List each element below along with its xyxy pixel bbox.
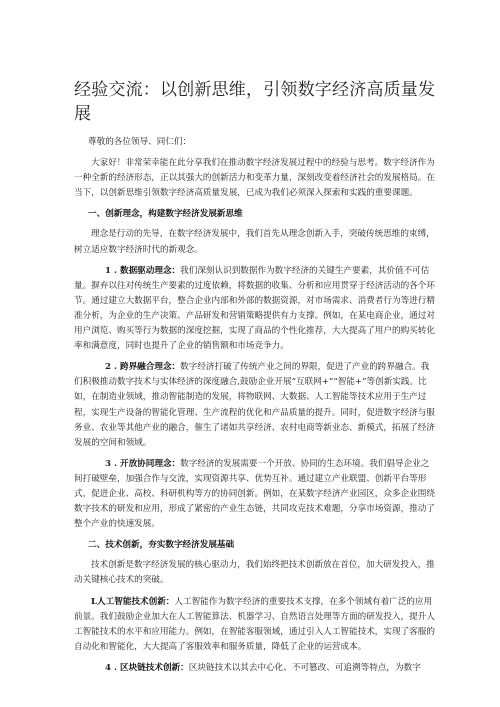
item-text: 数字经济的发展需要一个开放、协同的生态环境。我们倡导企业之间打破壁垒，加强合作与交流，实现资源共享、优势互补。通过建立产业联盟、创新平台等形式，促进企业、高校、科研机构等方的协同创新。例如，在某数字经济产业园区，众多企业围绕数字技术的研发和应用，形成了紧密的产业生态链，共同攻克技术难题，分享市场资源，推动了整个产业的快速发展。 xyxy=(74,458,435,530)
list-item xyxy=(74,595,436,655)
item-label: 数据驱动理念： xyxy=(119,265,181,276)
section-1-heading: 一、创新理念，构建数字经济发展新思维 xyxy=(88,209,243,220)
item-number: 1 . xyxy=(105,265,120,276)
section-2-heading: 二、技术创新，夯实数字经济发展基础 xyxy=(88,540,235,551)
item-label: 区块链技术创新： xyxy=(119,662,189,673)
section-2-intro: 技术创新是数字经济发展的核心驱动力，我们始终把技术创新放在首位，加大研发投入，推动关键核心技术的突破。 xyxy=(74,560,435,586)
list-item xyxy=(74,264,436,355)
list-item xyxy=(74,661,436,676)
list-item xyxy=(74,360,436,451)
item-text: 区块链技术以其去中心化、不可篡改、可追溯等特点，为数字 xyxy=(188,662,421,673)
item-text: 数字经济打破了传统产业之间的界限，促进了产业的跨界融合。我们积极推动数字技术与实体经济的深度融合,鼓励企业开展“互联网+”“智能+”等创新实践。比如，在制造业领域，推动智能制造的发展，将物联网、大数据、人工智能等技术应用于生产过程，实现生产设备的智能化管理、生产流程的优化和产品质量的提升。同时，促进数字经济与服务业、农业等其他产业的融合，催生了诸如共享经济、农村电商等新业态、新模式，拓展了经济发展的空间和领域。 xyxy=(74,362,435,448)
section-1-intro: 理念是行动的先导，在数字经济发展中，我们首先从理念创新入手，突破传统思维的束缚，树立适应数字经济时代的新观念。 xyxy=(74,229,435,255)
item-text: 人工智能作为数字经济的重要技术支撑，在多个领域有着广泛的应用前景。我们鼓励企业加大在人工智能算法、机器学习、自然语言处理等方面的研发投入，提升人工智能技术的水平和应用能力。例如，在智能客服领域，通过引入人工智能技术，实现了客服的自动化和智能化，大大提高了客服效率和服务质量，降低了企业的运营成本。 xyxy=(74,596,435,652)
item-number: 3 . xyxy=(105,458,120,469)
item-label: L人工智能技术创新： xyxy=(91,596,175,607)
item-label: 开放协同理念： xyxy=(119,458,181,469)
document-title: 经验交流：以创新思维，引领数字经济高质量发展 xyxy=(74,80,436,124)
item-number: 4 . xyxy=(105,662,120,673)
intro-paragraph: 大家好！非常荣幸能在此分享我们在推动数字经济发展过程中的经验与思考。数字经济作为一种全新的经济形态，正以其强大的创新活力和变革力量，深刻改变着经济社会的发展格局。在当下，以创新思维引领数字经济高质量发展，已成为我们必须深入探索和实践的重要课题。 xyxy=(74,158,435,199)
salutation: 尊敬的各位领导、同仁们： xyxy=(88,137,192,147)
list-item xyxy=(74,457,436,532)
item-label: 跨界融合理念： xyxy=(119,362,181,373)
item-number: 2 . xyxy=(105,362,120,373)
item-text: 我们深刻认识到数据作为数字经济的关键生产要素，其价值不可估量。摒弃以往对传统生产要素的过度依赖，将数据的收集、分析和应用贯穿于经济活动的各个环节。通过建立大数据平台，整合企业内部和外部的数据资源，对市场需求、消费者行为等进行精准分析，为企业的生产决策、产品研发和营销策略提供有力支撑。例如，在某电商企业，通过对用户浏览、购买等行为数据的深度挖掘，实现了商品的个性化推荐，大大提高了用户的购买转化率和满意度，同时也提升了企业的销售额和市场竞争力。 xyxy=(74,265,435,352)
